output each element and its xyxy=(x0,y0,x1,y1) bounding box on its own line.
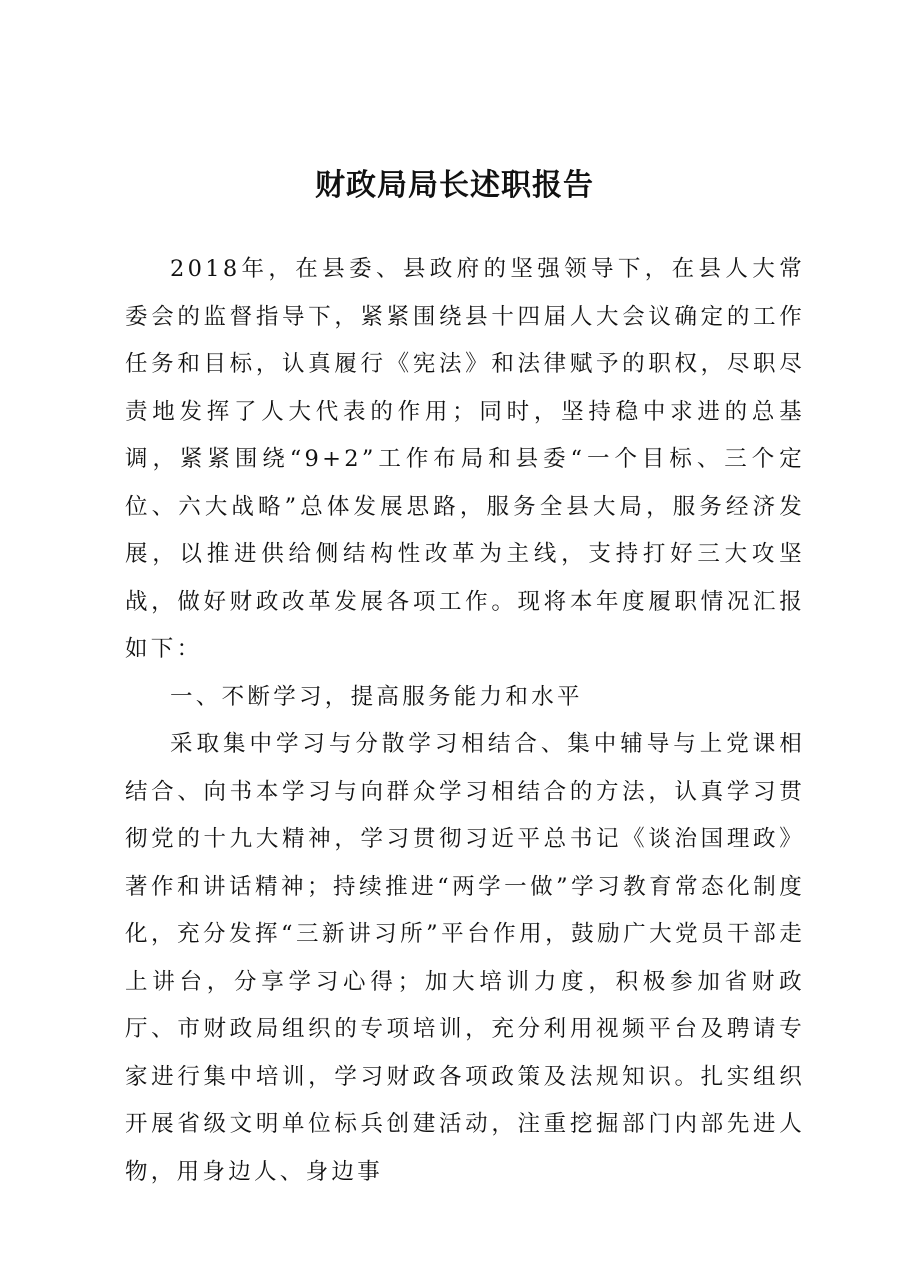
paragraph-intro: 2018年，在县委、县政府的坚强领导下，在县人大常委会的监督指导下，紧紧围绕县十四届人大会议确定的工作任务和目标，认真履行《宪法》和法律赋予的职权，尽职尽责地发挥了人大代表的作用；同时，坚持稳中求进的总基调，紧紧围绕“9+2”工作布局和县委“一个目标、三个定位、六大战略”总体发展思路，服务全县大局，服务经济发展，以推进供给侧结构性改革为主线，支持打好三大攻坚战，做好财政改革发展各项工作。现将本年度履职情况汇报如下： xyxy=(125,256,805,662)
document-body xyxy=(125,246,805,1196)
document-title: 财政局局长述职报告 xyxy=(315,168,594,203)
section-heading-1: 一、不断学习，提高服务能力和水平 xyxy=(170,683,583,710)
paragraph-section-1: 采取集中学习与分散学习相结合、集中辅导与上党课相结合、向书本学习与向群众学习相结合的方法，认真学习贯彻党的十九大精神，学习贯彻习近平总书记《谈治国理政》著作和讲话精神；持续推进“两学一做”学习教育常态化制度化，充分发挥“三新讲习所”平台作用，鼓励广大党员干部走上讲台，分享学习心得；加大培训力度，积极参加省财政厅、市财政局组织的专项培训，充分利用视频平台及聘请专家进行集中培训，学习财政各项政策及法规知识。扎实组织开展省级文明单位标兵创建活动，注重挖掘部门内部先进人物，用身边人、身边事 xyxy=(125,731,805,1185)
